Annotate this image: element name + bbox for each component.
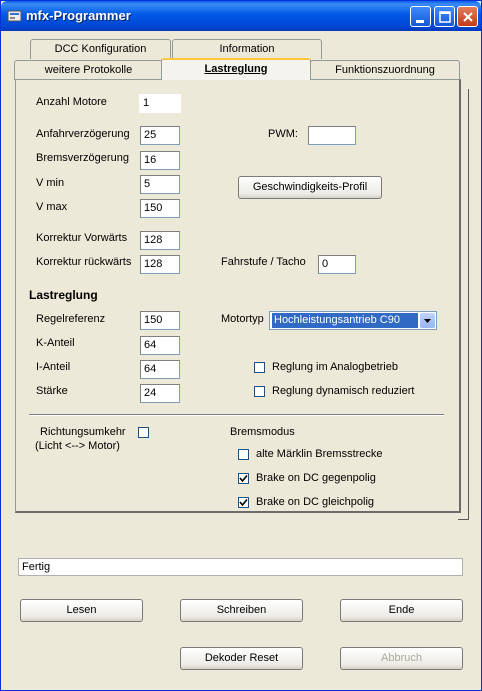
tab-lastreglung[interactable] [161, 58, 311, 80]
v-min-label: V min [36, 177, 65, 189]
divider [29, 414, 444, 416]
regelung-dynamisch-checkbox[interactable] [254, 386, 265, 397]
anzahl-motore-field[interactable]: 1 [139, 94, 181, 113]
brake-dc-gleichpolig-label: Brake on DC gleichpolig [256, 496, 375, 508]
v-min-field[interactable]: 5 [140, 175, 180, 194]
v-max-label: V max [36, 201, 68, 213]
regelreferenz-label: Regelreferenz [36, 313, 106, 325]
anfahrverzoegerung-label: Anfahrverzögerung [36, 128, 130, 140]
app-icon [7, 9, 22, 23]
lesen-button[interactable]: Lesen [20, 599, 143, 622]
tab-label: Funktionszuordnung [335, 64, 435, 76]
korrektur-rueckwaerts-label: Korrektur rückwärts [36, 256, 132, 268]
v-max-field[interactable]: 150 [140, 199, 180, 218]
i-anteil-field[interactable]: 64 [140, 360, 180, 379]
bremsmodus-heading: Bremsmodus [230, 426, 295, 438]
lastreglung-heading: Lastreglung [29, 288, 98, 302]
checkmark-icon [239, 498, 248, 507]
tab-weitere-protokolle[interactable] [14, 60, 163, 80]
tab-label: Lastreglung [204, 63, 268, 75]
korrektur-vorwaerts-label: Korrektur Vorwärts [36, 232, 128, 244]
tab-label: Information [219, 43, 275, 55]
ende-button[interactable]: Ende [340, 599, 463, 622]
tab-label: DCC Konfiguration [54, 43, 147, 55]
korrektur-rueckwaerts-field[interactable]: 128 [140, 255, 180, 274]
fahrstufe-tacho-field[interactable]: 0 [318, 255, 356, 274]
regelung-analog-label: Reglung im Analogbetrieb [272, 361, 398, 373]
k-anteil-field[interactable]: 64 [140, 336, 180, 355]
status-field: Fertig [18, 558, 463, 576]
bremsverzoegerung-field[interactable]: 16 [140, 151, 180, 170]
pwm-field[interactable] [308, 126, 356, 145]
anfahrverzoegerung-field[interactable]: 25 [140, 126, 180, 145]
bremsverzoegerung-label: Bremsverzögerung [36, 152, 129, 164]
tab-label: weitere Protokolle [44, 64, 133, 76]
window-title: mfx-Programmer [26, 8, 131, 23]
richtungsumkehr-label: Richtungsumkehr [40, 426, 126, 438]
regelreferenz-field[interactable]: 150 [140, 311, 180, 330]
motortyp-select[interactable] [269, 311, 437, 330]
regelung-dynamisch-label: Reglung dynamisch reduziert [272, 385, 415, 397]
minimize-button[interactable] [410, 6, 431, 27]
tab-dcc-konfiguration[interactable] [30, 39, 171, 59]
brake-dc-gegenpolig-label: Brake on DC gegenpolig [256, 472, 376, 484]
close-button[interactable] [457, 6, 478, 27]
geschwindigkeits-profil-button[interactable]: Geschwindigkeits-Profil [238, 176, 382, 199]
richtungsumkehr-checkbox[interactable] [138, 427, 149, 438]
dropdown-arrow[interactable] [420, 313, 435, 328]
fahrstufe-tacho-label: Fahrstufe / Tacho [221, 256, 306, 268]
chevron-down-icon [420, 313, 435, 328]
brake-dc-gleichpolig-checkbox[interactable] [238, 497, 249, 508]
lastreglung-panel [15, 79, 461, 513]
tab-information[interactable] [172, 39, 322, 59]
i-anteil-label: I-Anteil [36, 361, 71, 373]
schreiben-button[interactable]: Schreiben [180, 599, 303, 622]
anzahl-motore-label: Anzahl Motore [36, 96, 107, 108]
pwm-label: PWM: [268, 128, 298, 140]
motortyp-value: Hochleistungsantrieb C90 [272, 313, 418, 328]
staerke-field[interactable]: 24 [140, 384, 180, 403]
regelung-analog-checkbox[interactable] [254, 362, 265, 373]
maximize-button[interactable] [434, 6, 455, 27]
k-anteil-label: K-Anteil [36, 337, 75, 349]
tab-funktionszuordnung[interactable] [310, 60, 460, 80]
alte-maerklin-label: alte Märklin Bremsstrecke [256, 448, 383, 460]
dekoder-reset-button[interactable]: Dekoder Reset [180, 647, 303, 670]
maximize-icon [435, 7, 456, 28]
staerke-label: Stärke [36, 385, 68, 397]
korrektur-vorwaerts-field[interactable]: 128 [140, 231, 180, 250]
checkmark-icon [239, 474, 248, 483]
minimize-icon [411, 7, 432, 28]
alte-maerklin-checkbox[interactable] [238, 449, 249, 460]
richtungsumkehr-sublabel: (Licht <--> Motor) [35, 440, 120, 452]
close-icon [458, 7, 479, 28]
motortyp-label: Motortyp [221, 313, 264, 325]
brake-dc-gegenpolig-checkbox[interactable] [238, 473, 249, 484]
title-bar[interactable] [1, 1, 481, 31]
abbruch-button: Abbruch [340, 647, 463, 670]
